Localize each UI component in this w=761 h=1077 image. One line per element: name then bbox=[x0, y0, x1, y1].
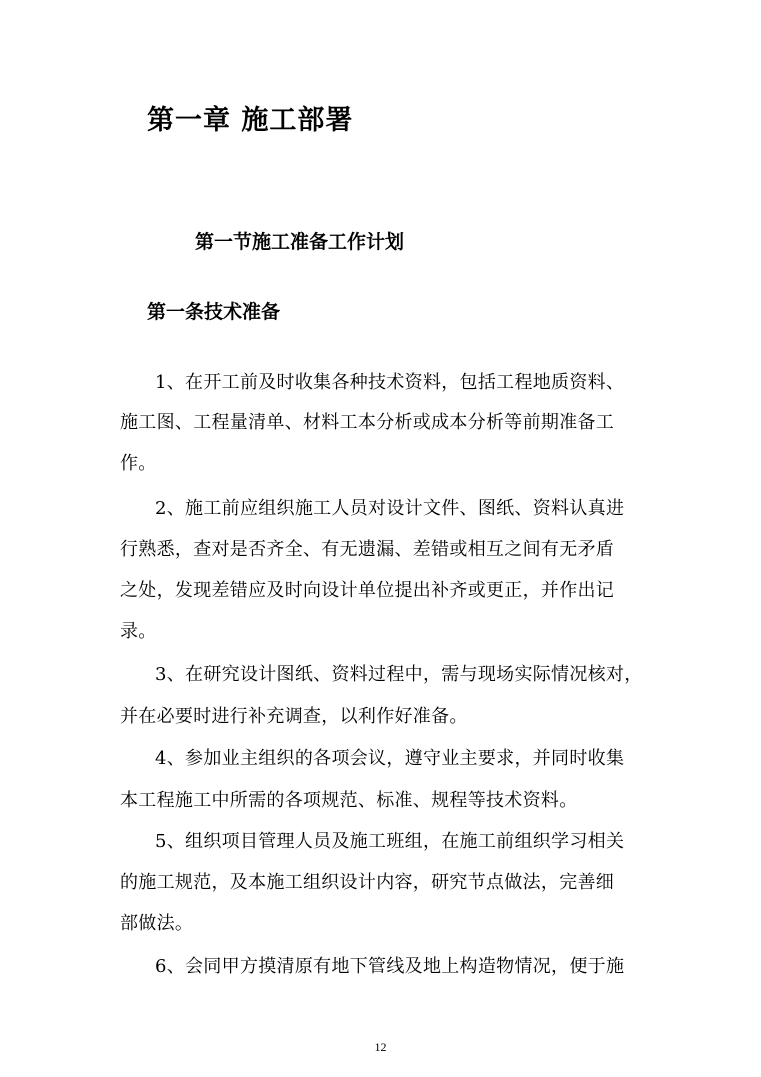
body-line: 行熟悉，查对是否齐全、有无遗漏、差错或相互之间有无矛盾 bbox=[120, 539, 615, 560]
body-line: 2、施工前应组织施工人员对设计文件、图纸、资料认真进 bbox=[155, 498, 625, 519]
body-line: 录。 bbox=[120, 621, 157, 642]
body-line: 5、组织项目管理人员及施工班组，在施工前组织学习相关 bbox=[155, 831, 625, 852]
section-title: 第一节施工准备工作计划 bbox=[195, 231, 405, 253]
article-title: 第一条技术准备 bbox=[147, 301, 281, 323]
body-line: 本工程施工中所需的各项规范、标准、规程等技术资料。 bbox=[120, 790, 578, 811]
body-line: 部做法。 bbox=[120, 913, 194, 934]
body-line: 施工图、工程量清单、材料工本分析或成本分析等前期准备工 bbox=[120, 412, 615, 433]
body-line: 的施工规范，及本施工组织设计内容，研究节点做法，完善细 bbox=[120, 872, 615, 893]
body-line: 6、会同甲方摸清原有地下管线及地上构造物情况，便于施 bbox=[155, 956, 625, 977]
body-line: 3、在研究设计图纸、资料过程中，需与现场实际情况核对， bbox=[155, 664, 643, 685]
chapter-title: 第一章 施工部署 bbox=[147, 105, 354, 136]
body-line: 之处，发现差错应及时向设计单位提出补齐或更正，并作出记 bbox=[120, 580, 615, 601]
body-line: 1、在开工前及时收集各种技术资料，包括工程地质资料、 bbox=[155, 372, 625, 393]
body-line: 4、参加业主组织的各项会议，遵守业主要求，并同时收集 bbox=[155, 748, 625, 769]
body-line: 并在必要时进行补充调查，以利作好准备。 bbox=[120, 706, 468, 727]
body-line: 作。 bbox=[120, 453, 157, 474]
page-number: 12 bbox=[374, 1040, 387, 1054]
